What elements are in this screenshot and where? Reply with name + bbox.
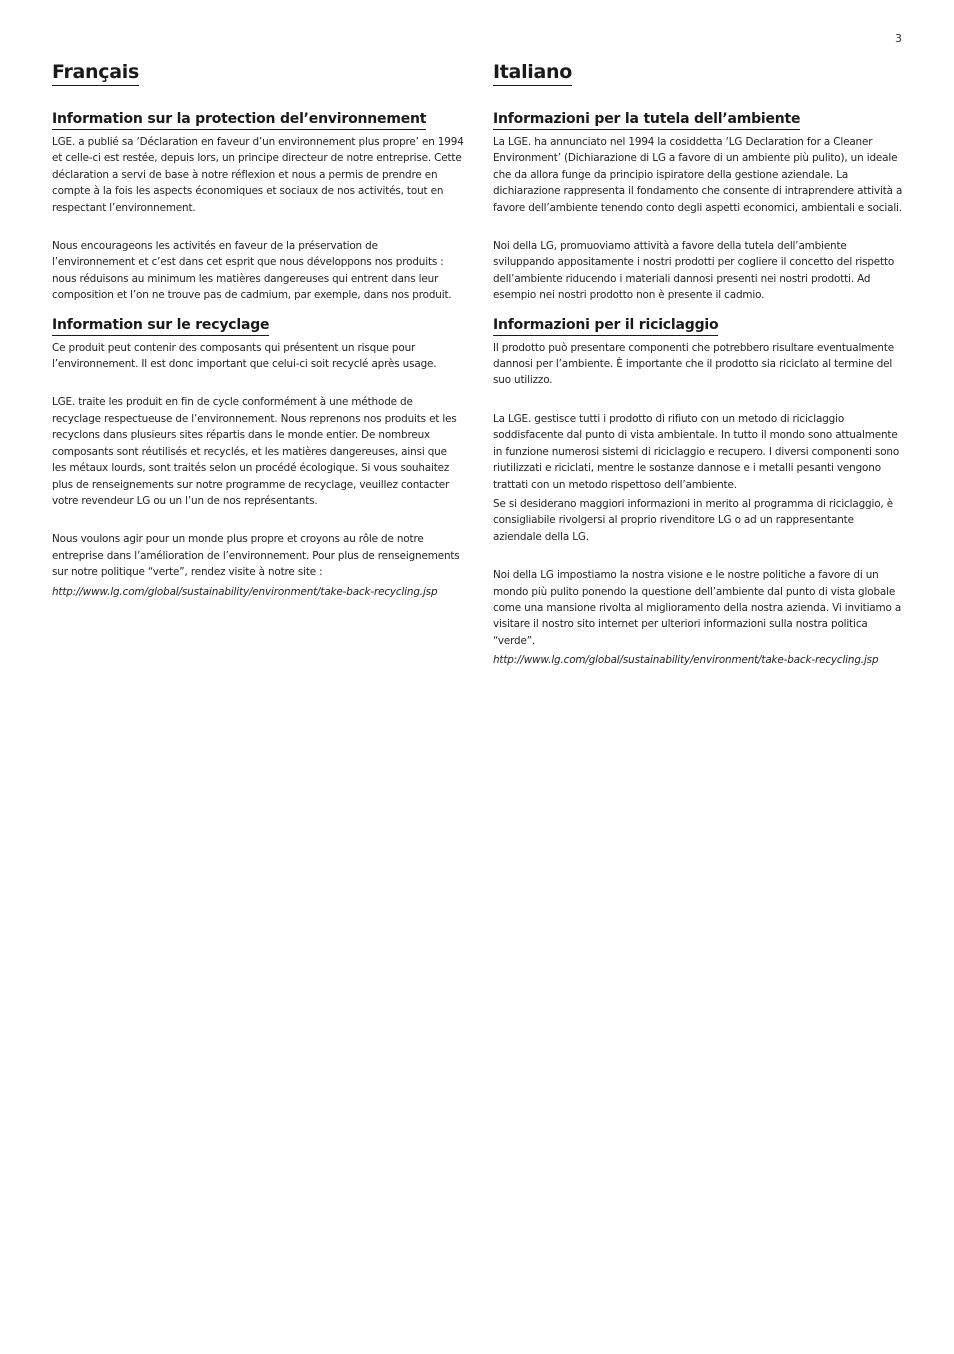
- column-francais: [52, 60, 464, 600]
- heading-recycling: Information sur le recyclage: [52, 316, 269, 336]
- heading-environment-protection: Informazioni per la tutela dell’ambiente: [493, 110, 800, 130]
- paragraph-recycling-3: Se si desiderano maggiori informazioni in merito al programma di riciclaggio, è consigliabile rivolgersi al proprio rivenditore LG o ad un rappresentante aziendale della LG.: [493, 497, 893, 543]
- paragraph-recycling-4: Noi della LG impostiamo la nostra visione e le nostre politiche a favore di un mondo più pulito ponendo la questione dell’ambiente dal punto di vista globale come una mansione rivolta al miglioramento della nostra azienda. Vi invitiamo a visitare il nostro sito internet per ulteriori informazioni sulla nostra politica “verde”.: [493, 569, 902, 647]
- recycling-url: http://www.lg.com/global/sustainability/environment/take-back-recycling.jsp: [52, 585, 438, 598]
- paragraph-environment-2: Noi della LG, promuoviamo attività a favore della tutela dell’ambiente sviluppando appositamente i nostri prodotti per cogliere il concetto del rispetto dell’ambiente riducendo i materiali dannosi presenti nei nostri prodotti. Ad esempio nei nostri prodotto non è presente il cadmio.: [493, 240, 895, 302]
- language-title-italiano: Italiano: [493, 60, 572, 86]
- paragraph-recycling-1: Ce produit peut contenir des composants qui présentent un risque pour l’environnement. Il est donc important que celui-ci soit recyclé après usage.: [52, 341, 437, 371]
- page-number: 3: [895, 32, 902, 45]
- heading-recycling: Informazioni per il riciclaggio: [493, 316, 718, 336]
- recycling-url: http://www.lg.com/global/sustainability/environment/take-back-recycling.jsp: [493, 654, 879, 667]
- heading-environment-protection: Information sur la protection del’environnement: [52, 110, 426, 130]
- paragraph-environment-1: La LGE. ha annunciato nel 1994 la cosiddetta ‘LG Declaration for a Cleaner Environment’ (Dichiarazione di LG a favore di un ambiente più pulito), un ideale che da allora funge da principio ispiratore della gestione aziendale. La dichiarazione rappresenta il fondamento che consente di intraprendere attività a favore dell’ambiente tenendo conto degli aspetti economici, ambientali e sociali.: [493, 136, 903, 214]
- paragraph-recycling-3: Nous voulons agir pour un monde plus propre et croyons au rôle de notre entreprise dans l’amélioration de l’environnement. Pour plus de renseignements sur notre politique “verte”, rendez visite à notre site :: [52, 533, 460, 579]
- paragraph-recycling-2: LGE. traite les produit en fin de cycle conformément à une méthode de recyclage respectueuse de l’environnement. Nous reprenons nos produits et les recyclons dans plusieurs sites répartis dans le monde entier. De nombreux composants sont réutilisés et recyclés, et les matières dangereuses, ainsi que les métaux lourds, sont traités selon un procédé écologique. Si vous souhaitez plus de renseignements sur notre programme de recyclage, veuillez contacter votre revendeur LG ou un l’un de nos représentants.: [52, 396, 457, 507]
- paragraph-recycling-1: Il prodotto può presentare componenti che potrebbero risultare eventualmente dannosi per l’ambiente. È importante che il prodotto sia riciclato al termine del suo utilizzo.: [493, 341, 894, 387]
- column-italiano: [493, 60, 905, 669]
- paragraph-environment-2: Nous encourageons les activités en faveur de la préservation de l’environnement et c’est dans cet esprit que nous développons nos produits : nous réduisons au minimum les matières dangereuses qui entrent dans leur composition et l’on ne trouve pas de cadmium, par exemple, dans nos produit.: [52, 240, 452, 302]
- paragraph-environment-1: LGE. a publié sa ‘Déclaration en faveur d’un environnement plus propre’ en 1994 et celle-ci est restée, depuis lors, un principe directeur de notre entreprise. Cette déclaration a servi de base à notre réflexion et nous a permis de prendre en compte à la fois les aspects économiques et sociaux de nos activités, tout en respectant l’environnement.: [52, 136, 464, 214]
- paragraph-recycling-2: La LGE. gestisce tutti i prodotto di rifiuto con un metodo di riciclaggio soddisfacente dal punto di vista ambientale. In tutto il mondo sono attualmente in funzione numerosi sistemi di riciclaggio e recupero. I diversi componenti sono riutilizzati e riciclati, mentre le sostanze dannose e i metalli pesanti vengono trattati con un metodo rispettoso dell’ambiente.: [493, 412, 900, 491]
- language-title-francais: Français: [52, 60, 139, 86]
